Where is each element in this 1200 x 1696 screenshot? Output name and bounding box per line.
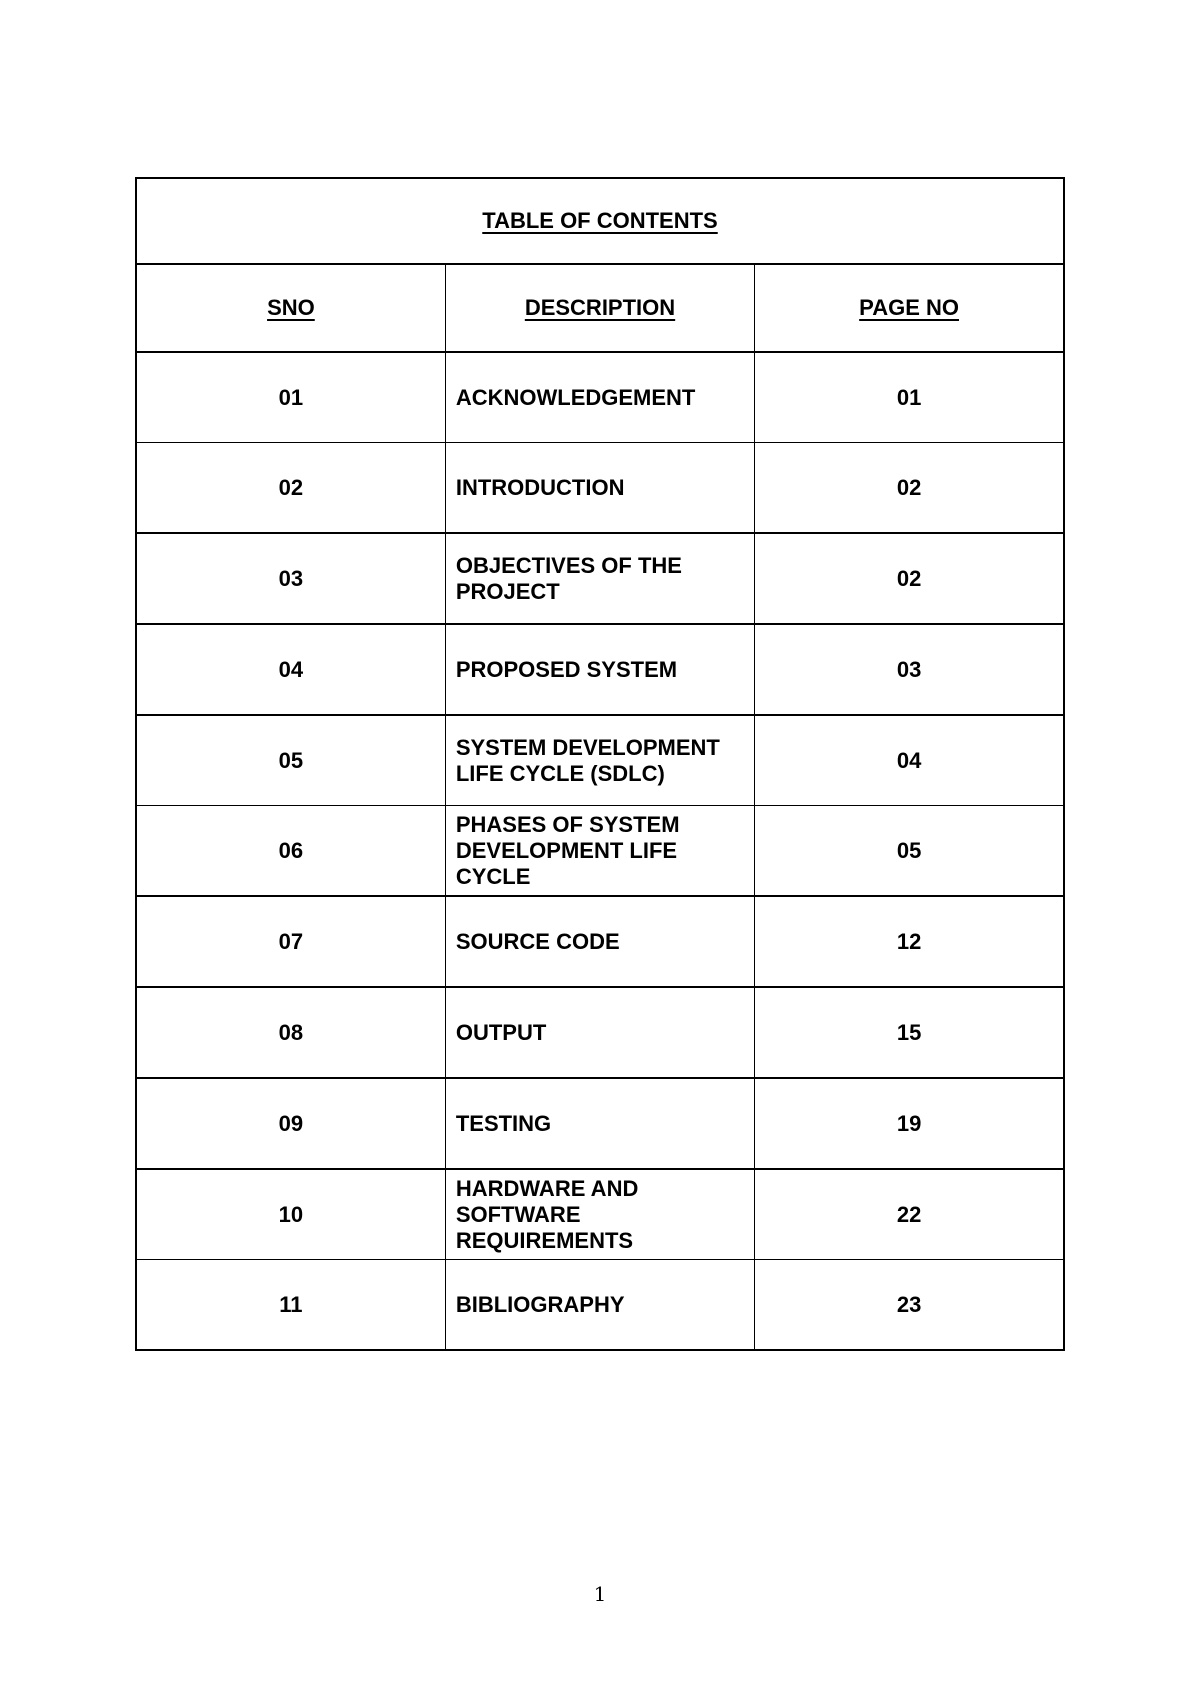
table-row: [136, 715, 1064, 806]
header-page-no: PAGE NO: [859, 295, 959, 320]
table-row: [136, 987, 1064, 1078]
row-sno: 04: [136, 624, 445, 715]
row-description: BIBLIOGRAPHY: [445, 1260, 754, 1351]
row-page: 02: [755, 443, 1064, 534]
row-page: 04: [755, 715, 1064, 806]
row-page: 12: [755, 896, 1064, 987]
row-page: 03: [755, 624, 1064, 715]
page-number: 1: [593, 1582, 607, 1606]
row-sno: 05: [136, 715, 445, 806]
row-sno: 10: [136, 1169, 445, 1260]
row-description: SOURCE CODE: [445, 896, 754, 987]
row-description: INTRODUCTION: [445, 443, 754, 534]
table-row: [136, 896, 1064, 987]
row-description: PHASES OF SYSTEM DEVELOPMENT LIFE CYCLE: [445, 806, 754, 897]
row-sno: 02: [136, 443, 445, 534]
row-page: 01: [755, 352, 1064, 443]
row-sno: 06: [136, 806, 445, 897]
table-of-contents: [135, 177, 1065, 1351]
table-row: [136, 806, 1064, 897]
table-row: [136, 1078, 1064, 1169]
toc-header-row: [136, 264, 1064, 352]
header-sno: SNO: [267, 295, 315, 320]
row-description: SYSTEM DEVELOPMENT LIFE CYCLE (SDLC): [445, 715, 754, 806]
row-sno: 11: [136, 1260, 445, 1351]
header-description: DESCRIPTION: [524, 295, 676, 320]
table-row: [136, 443, 1064, 534]
table-row: [136, 352, 1064, 443]
row-description: TESTING: [445, 1078, 754, 1169]
row-description: OBJECTIVES OF THE PROJECT: [445, 533, 754, 624]
table-row: [136, 1169, 1064, 1260]
row-description: PROPOSED SYSTEM: [445, 624, 754, 715]
row-page: 23: [755, 1260, 1064, 1351]
row-description: ACKNOWLEDGEMENT: [445, 352, 754, 443]
toc-title: TABLE OF CONTENTS: [482, 208, 718, 233]
table-row: [136, 1260, 1064, 1351]
row-sno: 09: [136, 1078, 445, 1169]
row-page: 15: [755, 987, 1064, 1078]
header-sno-cell: [136, 264, 445, 352]
row-sno: 01: [136, 352, 445, 443]
table-row: [136, 624, 1064, 715]
row-sno: 07: [136, 896, 445, 987]
row-page: 02: [755, 533, 1064, 624]
row-sno: 03: [136, 533, 445, 624]
row-page: 19: [755, 1078, 1064, 1169]
row-page: 22: [755, 1169, 1064, 1260]
row-description: HARDWARE AND SOFTWARE REQUIREMENTS: [445, 1169, 754, 1260]
row-sno: 08: [136, 987, 445, 1078]
row-page: 05: [755, 806, 1064, 897]
header-description-cell: [445, 264, 754, 352]
table-row: [136, 533, 1064, 624]
toc-title-row: [136, 178, 1064, 264]
toc-title-cell: [136, 178, 1064, 264]
header-page-no-cell: [755, 264, 1064, 352]
row-description: OUTPUT: [445, 987, 754, 1078]
